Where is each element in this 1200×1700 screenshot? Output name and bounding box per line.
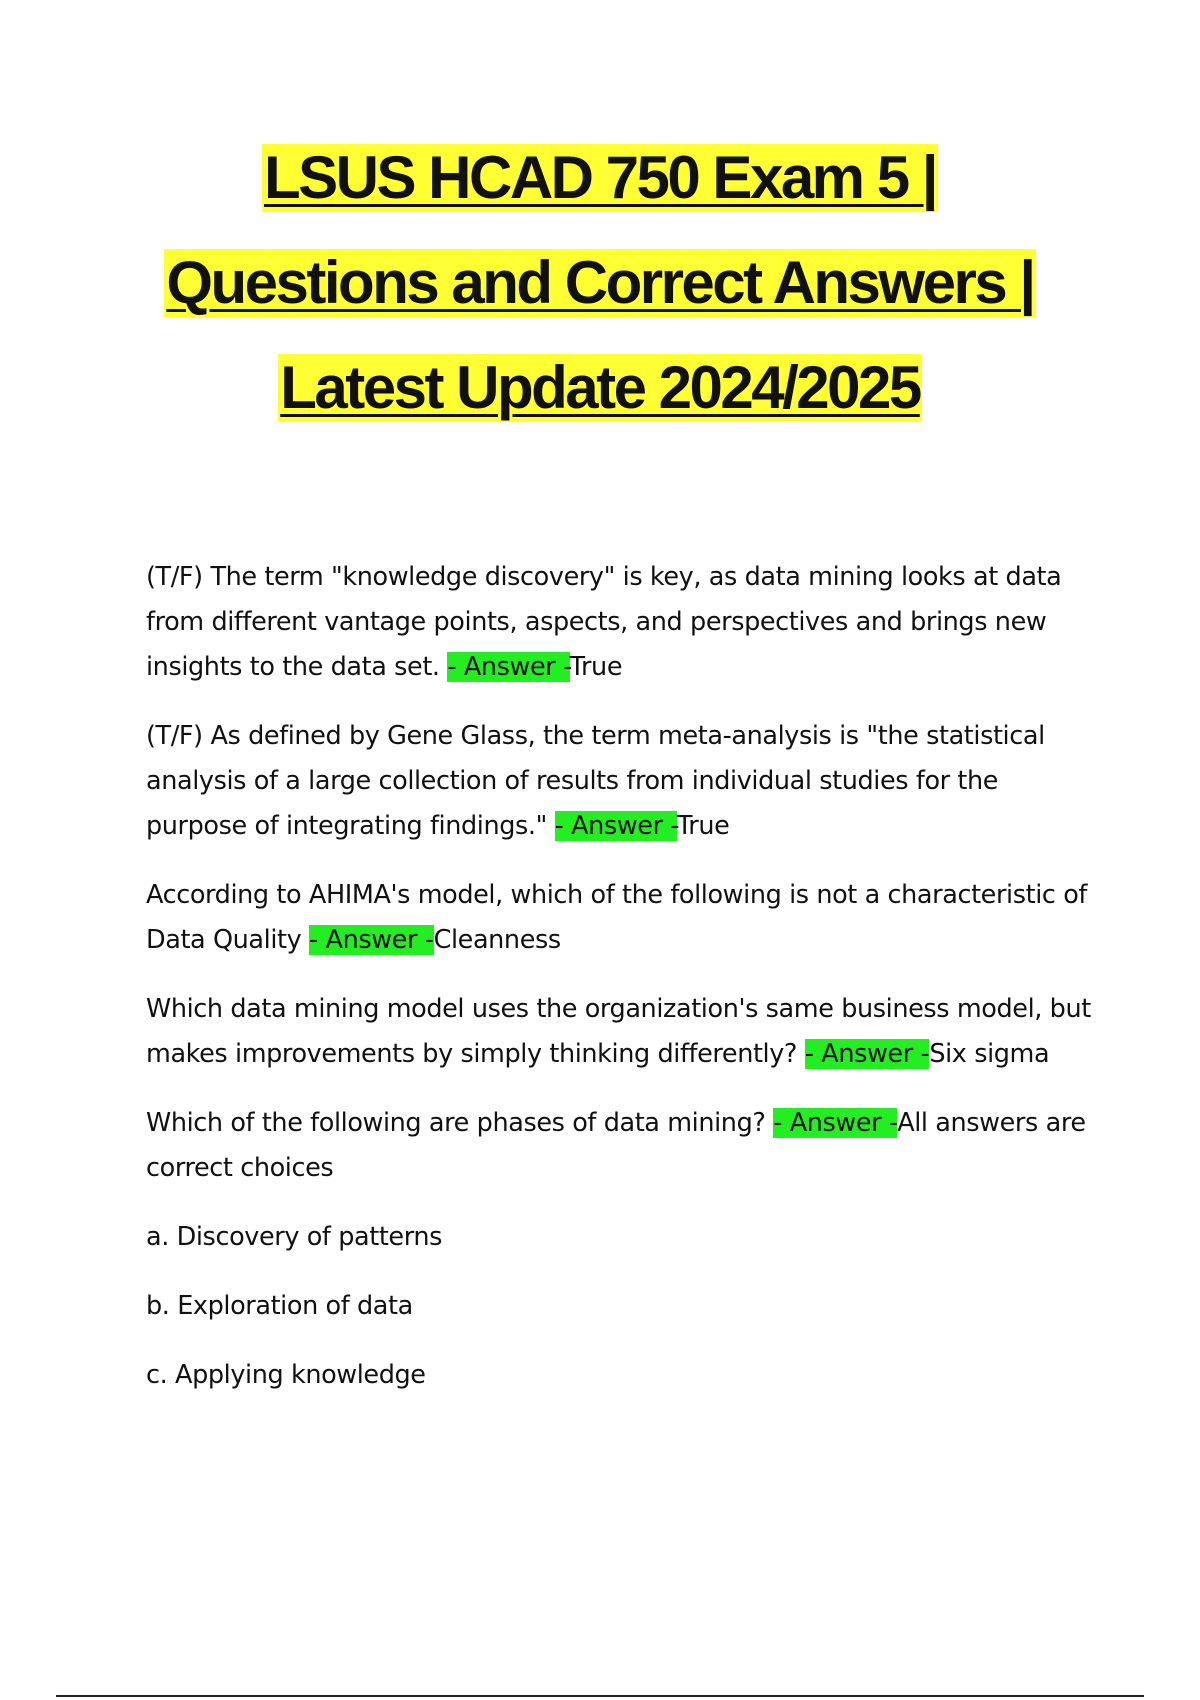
qa-list [146,555,1096,1422]
answer-text: Cleanness [433,925,561,955]
qa-item-5 [146,1101,1096,1191]
title-line-1: LSUS HCAD 750 Exam 5 | [263,144,937,211]
answer-text: True [569,652,623,682]
title-line-3: Latest Update 2024/2025 [280,354,920,421]
title-line-2: Questions and Correct Answers | [166,249,1034,316]
answer-text: Six sigma [929,1039,1050,1069]
qa-item-1 [146,555,1096,690]
question-text: (T/F) The term "knowledge discovery" is key, as data mining looks at data from different vantage points, aspects, and perspectives and brings new insights to the data set. [146,562,1062,682]
qa-item-2 [146,714,1096,849]
answer-text: True [676,811,730,841]
answer-marker: - Answer - [554,811,677,841]
question-text: Which data mining model uses the organization's same business model, but makes improvements by simply thinking differently? [146,994,1091,1069]
document-title [0,140,1200,455]
answer-marker: - Answer - [309,925,434,955]
answer-marker: - Answer - [773,1108,898,1138]
question-text: According to AHIMA's model, which of the following is not a characteristic of Data Quality [146,880,1088,955]
choice-item-c: c. Applying knowledge [146,1360,426,1390]
qa-item-4 [146,987,1096,1077]
footer-divider [56,1695,1144,1697]
choice-item-a: a. Discovery of patterns [146,1222,442,1252]
answer-marker: - Answer - [447,652,570,682]
answer-marker: - Answer - [804,1039,930,1069]
choice-item-b: b. Exploration of data [146,1291,413,1321]
question-text: (T/F) As defined by Gene Glass, the term meta-analysis is "the statistical analysis of a large collection of results from individual studies for the purpose of integrating findings." [146,721,1045,841]
answer-text: All answers are correct choices [146,1108,1086,1183]
qa-item-3 [146,873,1096,963]
question-text: Which of the following are phases of data mining? [146,1108,774,1138]
